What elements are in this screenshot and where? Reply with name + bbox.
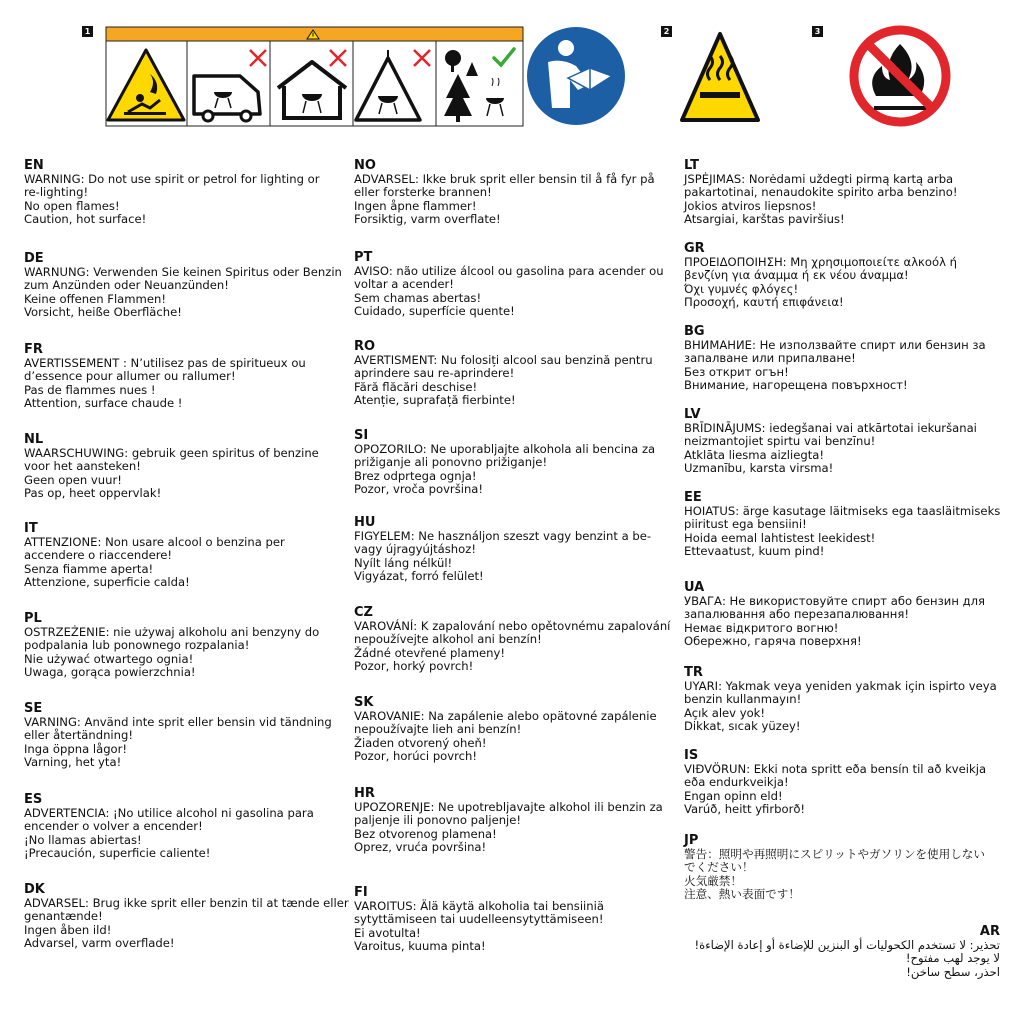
warning-line: WARNUNG: Verwenden Sie keinen Spiritus oder Benzin xyxy=(24,265,342,279)
panel-number-1: 1 xyxy=(82,26,93,37)
warning-line: VARNING: Använd inte sprit eller bensin vid tändning xyxy=(24,715,332,729)
no-grill-in-house-icon xyxy=(278,50,346,118)
warning-line: OPOZORILO: Ne uporabljajte alkohola ali bencina za xyxy=(354,442,656,456)
warning-line: Ei avotulta! xyxy=(354,925,421,940)
warning-line: Geen open vuur! xyxy=(24,472,122,487)
warning-line: Atsargiai, karštas paviršius! xyxy=(684,212,845,227)
warning-line: 警告：照明や再照明にスピリットやガソリンを使用しない xyxy=(684,847,985,861)
warning-line: re-lighting! xyxy=(24,185,89,200)
warning-section-jp xyxy=(684,833,1006,902)
no-grill-in-tent-icon xyxy=(356,50,430,120)
warning-section-bg xyxy=(684,324,1006,393)
language-code: DK xyxy=(24,882,45,897)
warning-line: Обережно, гаряча поверхня! xyxy=(684,634,862,649)
no-grill-in-vehicle-icon xyxy=(194,50,266,121)
warning-line: βενζίνη για άναμμα ή εκ νέου άναμμα! xyxy=(684,268,909,283)
warning-line: pakartotinai, nenaudokite spirito arba benzino! xyxy=(684,185,958,200)
warning-section-is xyxy=(684,748,1006,817)
warning-section-ua xyxy=(684,580,1006,649)
caution-fire-icon xyxy=(108,50,184,120)
warning-section-tr xyxy=(684,665,1006,734)
warning-section-cz xyxy=(354,605,676,674)
warning-line: ВНИМАНИЕ: Не използвайте спирт или бензин за xyxy=(684,338,986,352)
warning-section-hu xyxy=(354,515,676,584)
warning-line: UYARI: Yakmak veya yeniden yakmak için ispirto veya xyxy=(684,679,997,693)
warning-line: Vorsicht, heiße Oberfläche! xyxy=(24,305,182,320)
pictogram-strip xyxy=(0,0,1024,150)
language-code: EN xyxy=(24,158,44,173)
warning-line: Attenzione, superficie calda! xyxy=(24,575,190,590)
warning-line: WAARSCHUWING: gebruik geen spiritus of benzine xyxy=(24,446,319,460)
warning-line: Brez odprtega ognja! xyxy=(354,468,477,483)
language-code: HR xyxy=(354,786,375,801)
warning-line: eller återtändning! xyxy=(24,728,133,743)
language-code: GR xyxy=(684,241,705,256)
warning-line: voltar a acender! xyxy=(354,277,454,292)
language-code: EE xyxy=(684,490,702,505)
warning-line: ADVERTENCIA: ¡No utilice alcohol ni gasolina para xyxy=(24,806,314,820)
warning-line: encender o volver a encender! xyxy=(24,819,203,834)
warning-line: Pas op, heet oppervlak! xyxy=(24,486,162,501)
warning-line: Pas de flammes nues ! xyxy=(24,382,156,397)
warning-section-es xyxy=(24,792,346,861)
warning-line: УВАГА: Не використовуйте спирт або бензин для xyxy=(684,594,986,608)
language-code: JP xyxy=(684,833,699,848)
warning-line: Varning, het yta! xyxy=(24,755,122,770)
warning-line: تحذير: لا تستخدم الكحوليات أو البنزين للإضاءة أو إعادة الإضاءة! xyxy=(694,938,1000,952)
hazard-bar-icon xyxy=(106,27,523,41)
warning-line: nepoužívejte alkohol ani benzín! xyxy=(354,632,542,647)
read-manual-icon xyxy=(527,27,625,125)
warning-line: Dikkat, sıcak yüzey! xyxy=(684,719,801,734)
warning-line: Όχι γυμνές φλόγες! xyxy=(684,281,799,296)
warning-line: JSPĖJIMAS: Norėdami uždegti pirmą kartą arba xyxy=(684,172,954,186)
warning-section-ro xyxy=(354,339,676,408)
warning-line: BRĪDINĀJUMS: iedegšanai vai atkārtotai iekuršanai xyxy=(684,421,977,435)
no-open-flame-icon xyxy=(854,30,946,122)
warning-line: Внимание, нагорещена повърхност! xyxy=(684,378,908,393)
warning-line: Bez otvorenog plamena! xyxy=(354,826,497,841)
language-code: PL xyxy=(24,611,42,626)
warning-line: لا يوجد لهب مفتوح! xyxy=(905,951,1000,966)
language-code: LV xyxy=(684,407,701,422)
warning-line: No open flames! xyxy=(24,198,120,213)
hot-surface-warning-icon xyxy=(682,34,758,120)
warning-line: Varoitus, kuuma pinta! xyxy=(354,939,486,954)
warning-line: eller forsterke brannen! xyxy=(354,185,492,200)
warning-section-hr xyxy=(354,786,676,855)
grill-outdoors-allowed-icon xyxy=(444,49,514,122)
warning-line: FIGYELEM: Ne használjon szeszt vagy benzint a be- xyxy=(354,529,652,543)
warning-section-nl xyxy=(24,432,346,501)
warning-section-lt xyxy=(684,158,1006,227)
warning-line: Ingen åpne flammer! xyxy=(354,198,477,213)
warning-line: nepoužívajte lieh ani benzín! xyxy=(354,722,522,737)
warning-line: Caution, hot surface! xyxy=(24,212,147,227)
language-code: NO xyxy=(354,158,376,173)
warning-line: ¡Precaución, superficie caliente! xyxy=(24,846,211,861)
warning-line: Inga öppna lågor! xyxy=(24,741,128,756)
warning-line: ADVARSEL: Ikke bruk sprit eller bensin til å få fyr på xyxy=(354,172,655,186)
warning-line: ΠΡΟΕΙΔΟΠΟΙΗΣΗ: Μη χρησιμοποιείτε αλκοόλ ή xyxy=(684,255,957,269)
warning-line: AVERTISSEMENT : N’utilisez pas de spiritueux ou xyxy=(24,356,306,370)
warning-line: podpalania lub ponownego rozpalania! xyxy=(24,638,250,653)
warning-section-pl xyxy=(24,611,346,680)
panel-number-3: 3 xyxy=(812,26,823,37)
language-code: FR xyxy=(24,342,43,357)
warning-section-ee xyxy=(684,490,1006,559)
language-code: LT xyxy=(684,158,699,173)
warning-line: OSTRZEŻENIE: nie używaj alkoholu ani benzyny do xyxy=(24,625,320,639)
warning-line: Açık alev yok! xyxy=(684,705,766,720)
warning-line: AVERTISMENT: Nu folosiți alcool sau benzină pentru xyxy=(354,353,653,367)
warning-line: Hoida eemal lahtistest leekidest! xyxy=(684,530,876,545)
warning-line: Pozor, vroča površina! xyxy=(354,482,484,497)
warning-line: Varúð, heitt yfirborð! xyxy=(684,802,806,817)
warning-section-en xyxy=(24,158,346,227)
warning-line: VAROVÁNÍ: K zapalování nebo opětovnému zapalování xyxy=(354,619,671,633)
warning-line: benzin kullanmayın! xyxy=(684,692,802,707)
language-code: UA xyxy=(684,580,705,595)
warning-line: VAROITUS: Älä käytä alkoholia tai bensiiniä xyxy=(354,899,604,913)
warning-line: Advarsel, varm overflade! xyxy=(24,936,175,951)
language-code: IT xyxy=(24,521,38,536)
warning-line: prižiganje ali ponovno prižiganje! xyxy=(354,455,548,470)
warning-line: でください！ xyxy=(684,860,754,875)
warning-line: neizmantojiet spirtu vai benzīnu! xyxy=(684,434,876,449)
warning-section-gr xyxy=(684,241,1006,310)
language-code: IS xyxy=(684,748,699,763)
warning-line: Senza fiamme aperta! xyxy=(24,561,154,576)
language-code: DE xyxy=(24,251,44,266)
warning-line: Pozor, horký povrch! xyxy=(354,659,474,674)
warning-line: piiritust ega bensiini! xyxy=(684,517,807,532)
warning-line: Fără flăcări deschise! xyxy=(354,379,478,394)
warning-line: Без открит огън! xyxy=(684,364,789,379)
warning-line: запалване или припалване! xyxy=(684,351,856,366)
warning-section-de xyxy=(24,251,346,320)
warning-section-no xyxy=(354,158,676,227)
warning-section-lv xyxy=(684,407,1006,476)
warning-line: VAROVANIE: Na zapálenie alebo opätovné zapálenie xyxy=(354,709,657,723)
language-code: PT xyxy=(354,250,373,265)
warning-line: Uzmanību, karsta virsma! xyxy=(684,461,834,476)
warning-line: ADVARSEL: Brug ikke sprit eller benzin til at tænde eller xyxy=(24,896,349,910)
language-code: BG xyxy=(684,324,705,339)
warning-line: VIÐVÖRUN: Ekki nota spritt eða bensín til að kveikja xyxy=(684,762,987,776)
warning-line: HOIATUS: ärge kasutage läitmiseks ega taasläitmiseks xyxy=(684,504,1001,518)
warning-section-pt xyxy=(354,250,676,319)
warning-line: Oprez, vruća površina! xyxy=(354,840,487,855)
language-code: HU xyxy=(354,515,376,530)
language-code: AR xyxy=(979,924,1000,939)
language-code: CZ xyxy=(354,605,373,620)
warning-line: Žiaden otvorený oheň! xyxy=(354,735,487,750)
warning-line: Atklāta liesma aizliegta! xyxy=(684,447,824,462)
warning-line: Jokios atviros liepsnos! xyxy=(684,198,817,213)
warning-section-dk xyxy=(24,882,349,951)
warning-line: zum Anzünden oder Neuanzünden! xyxy=(24,278,229,293)
language-code: NL xyxy=(24,432,44,447)
warning-line: genantænde! xyxy=(24,909,103,924)
warning-line: WARNING: Do not use spirit or petrol for lighting or xyxy=(24,172,320,186)
warning-section-fi xyxy=(354,885,676,954)
warning-section-it xyxy=(24,521,346,590)
warning-line: Ingen åben ild! xyxy=(24,922,112,937)
warning-line: Attention, surface chaude ! xyxy=(24,396,183,411)
warning-line: UPOZORENJE: Ne upotrebljavajte alkohol ili benzin za xyxy=(354,800,663,814)
language-code: TR xyxy=(684,665,703,680)
warning-line: 注意、熱い表面です！ xyxy=(684,887,800,902)
language-code: FI xyxy=(354,885,368,900)
warning-line: Keine offenen Flammen! xyxy=(24,291,166,306)
warning-line: Atenție, suprafață fierbinte! xyxy=(354,393,516,408)
warning-line: ¡No llamas abiertas! xyxy=(24,832,142,847)
warning-line: Vigyázat, forró felület! xyxy=(354,569,484,584)
warning-line: voor het aansteken! xyxy=(24,459,141,474)
language-code: ES xyxy=(24,792,43,807)
warning-line: AVISO: não utilize álcool ou gasolina para acender ou xyxy=(354,264,664,278)
warning-line: paljenje ili ponovno paljenje! xyxy=(354,813,522,828)
pictogram-graphics xyxy=(0,0,1024,150)
warning-section-ar xyxy=(680,924,1000,979)
warning-line: Žádné otevřené plameny! xyxy=(354,645,505,660)
warning-line: Forsiktig, varm overflate! xyxy=(354,212,501,227)
warning-line: Sem chamas abertas! xyxy=(354,290,482,305)
warning-line: vagy újragyújtáshoz! xyxy=(354,542,476,557)
warning-line: Nie używać otwartego ognia! xyxy=(24,651,194,666)
warning-line: Cuidado, superfície quente! xyxy=(354,304,515,319)
warning-line: запалювання або перезапалювання! xyxy=(684,607,909,622)
warning-line: d’essence pour allumer ou rallumer! xyxy=(24,369,236,384)
warning-line: aprindere sau re-aprindere! xyxy=(354,366,515,381)
panel-number-2: 2 xyxy=(661,26,672,37)
warning-line: Nyílt láng nélkül! xyxy=(354,555,453,570)
language-code: SK xyxy=(354,695,374,710)
language-code: RO xyxy=(354,339,376,354)
warning-section-se xyxy=(24,701,346,770)
warning-section-sk xyxy=(354,695,676,764)
warning-line: accendere o riaccendere! xyxy=(24,548,173,563)
warning-line: sytyttämiseen tai uudelleensytyttämiseen! xyxy=(354,912,604,927)
warning-section-fr xyxy=(24,342,346,411)
language-code: SE xyxy=(24,701,43,716)
warning-line: ATTENZIONE: Non usare alcool o benzina per xyxy=(24,535,285,549)
warning-line: Pozor, horúci povrch! xyxy=(354,749,478,764)
warning-line: eða endurkveikja! xyxy=(684,775,789,790)
warning-section-si xyxy=(354,428,676,497)
language-code: SI xyxy=(354,428,369,443)
warning-line: Προσοχή, καυτή επιφάνεια! xyxy=(684,295,844,310)
warning-line: احذر، سطح ساخن! xyxy=(906,964,1000,979)
warning-line: Ettevaatust, kuum pind! xyxy=(684,544,825,559)
warning-line: Uwaga, gorąca powierzchnia! xyxy=(24,665,196,680)
warning-line: Engan opinn eld! xyxy=(684,788,783,803)
warning-line: 火気厳禁！ xyxy=(684,873,742,888)
warning-line: Немає відкритого вогню! xyxy=(684,620,839,635)
